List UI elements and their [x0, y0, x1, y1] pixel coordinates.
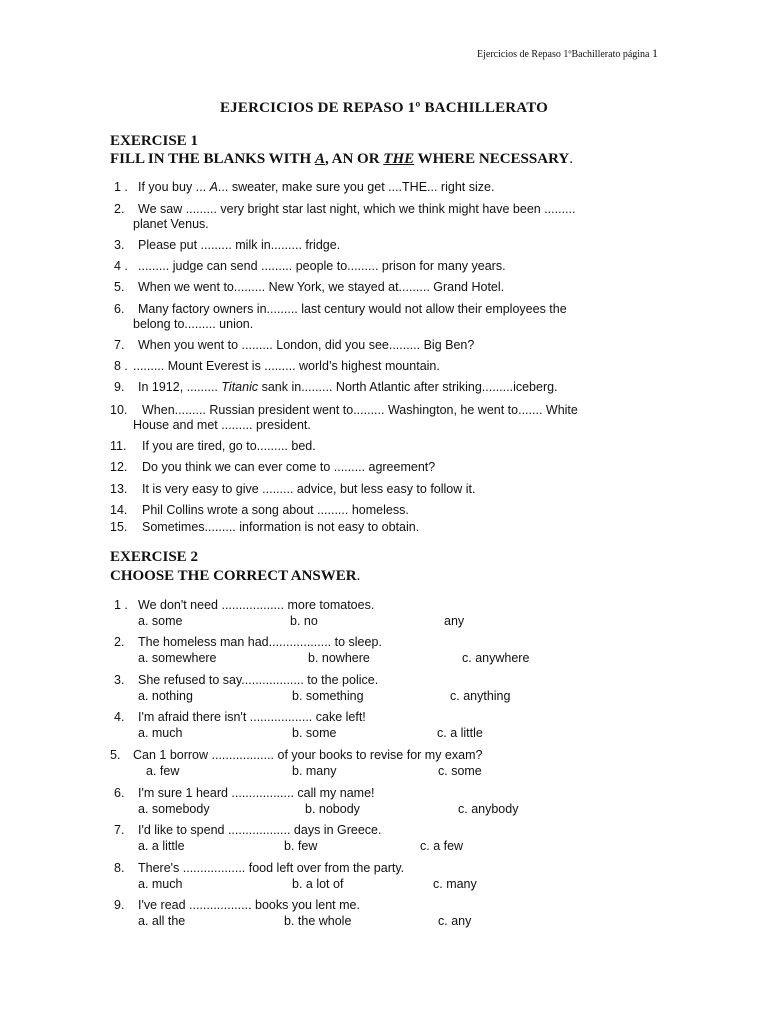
item-text: sank in......... North Atlantic after striking.........iceberg. [258, 380, 558, 394]
item-number: 8. [114, 861, 125, 875]
item-number: 10. [110, 403, 128, 417]
item-number: 5. [110, 748, 121, 762]
option-b: b. no [290, 614, 318, 628]
option-a: a. a little [138, 839, 185, 853]
item-number: 2. [114, 202, 125, 216]
item-number: 6. [114, 302, 125, 316]
item-question: I'd like to spend .................. days in Greece. [138, 823, 382, 837]
option-b: b. a lot of [292, 877, 344, 891]
item-number: 4. [114, 710, 125, 724]
item-number: 6. [114, 786, 125, 800]
item-text: Please put ......... milk in......... fridge. [138, 238, 341, 252]
option-a: a. all the [138, 914, 186, 928]
item-text-cont: planet Venus. [133, 217, 209, 231]
item-question: Can 1 borrow .................. of your books to revise for my exam? [133, 748, 483, 762]
option-b: b. some [292, 726, 337, 740]
option-a: a. much [138, 726, 183, 740]
item-text: If you buy ... [138, 180, 210, 194]
item-number: 15. [110, 520, 128, 534]
item-number: 4 . [114, 259, 128, 273]
instr-part: FILL IN THE BLANKS WITH [110, 151, 315, 167]
exercise2-instructions [110, 568, 360, 585]
item-question: The homeless man had.................. to sleep. [138, 635, 382, 649]
item-italic: Titanic [221, 380, 259, 394]
item-text: ......... judge can send ......... people to......... prison for many years. [138, 259, 506, 273]
instr-period: . [569, 151, 573, 167]
item-number: 14. [110, 503, 128, 517]
instr-part: , AN OR [324, 151, 384, 167]
item-text: ......... Mount Everest is ......... world’s highest mountain. [133, 359, 440, 373]
item-number: 3. [114, 673, 125, 687]
item-question: There's .................. food left over from the party. [138, 861, 405, 875]
item-text: If you are tired, go to......... bed. [142, 439, 316, 453]
instr-article-a: A [314, 151, 325, 167]
item-text-cont: House and met ......... president. [133, 418, 311, 432]
option-b: b. few [284, 839, 318, 853]
option-a: a. few [146, 764, 180, 778]
item-question: I'm afraid there isn't .................. cake left! [138, 710, 366, 724]
item-text: When you went to ......... London, did you see......... Big Ben? [138, 338, 475, 352]
option-c: c. any [438, 914, 472, 928]
item-text: Do you think we can ever come to ......... agreement? [142, 460, 436, 474]
instr-period: . [356, 568, 361, 584]
option-b: b. nowhere [308, 651, 370, 665]
item-number: 1 . [114, 598, 128, 612]
option-a: a. somewhere [138, 651, 217, 665]
item-question: I've read .................. books you lent me. [138, 898, 360, 912]
item-question: I'm sure 1 heard .................. call my name! [138, 786, 375, 800]
instr-part: CHOOSE THE CORRECT ANSWER [110, 568, 357, 584]
instr-part: WHERE NECESSARY [414, 151, 570, 167]
option-b: b. something [292, 689, 364, 703]
item-number: 7. [114, 338, 125, 352]
item-number: 3. [114, 238, 125, 252]
item-number: 8 . [114, 359, 128, 373]
option-c: c. many [433, 877, 477, 891]
item-text: Phil Collins wrote a song about ......... homeless. [142, 503, 409, 517]
option-b: b. nobody [305, 802, 360, 816]
item-number: 7. [114, 823, 125, 837]
item-text-cont: belong to......... union. [133, 317, 254, 331]
document-title: EJERCICIOS DE REPASO 1º BACHILLERATO [219, 100, 549, 116]
item-text: Sometimes......... information is not easy to obtain. [142, 520, 420, 534]
item-question: She refused to say.................. to the police. [138, 673, 379, 687]
option-c: c. a few [420, 839, 464, 853]
option-a: a. much [138, 877, 183, 891]
exercise2-heading: EXERCISE 2 [110, 549, 198, 565]
exercise1-heading: EXERCISE 1 [110, 133, 198, 149]
option-c: c. anywhere [462, 651, 530, 665]
item-number: 13. [110, 482, 128, 496]
item-text: When......... Russian president went to......... Washington, he went to....... White [142, 403, 578, 417]
option-c: c. anything [450, 689, 511, 703]
item-text: It is very easy to give ......... advice, but less easy to follow it. [142, 482, 476, 496]
option-b: b. the whole [284, 914, 352, 928]
instr-article-the: THE [383, 151, 415, 167]
item-answer: A [209, 180, 218, 194]
item-number: 2. [114, 635, 125, 649]
item-text: We saw ......... very bright star last night, which we think might have been ......... [138, 202, 576, 216]
option-c: c. anybody [458, 802, 519, 816]
option-c: any [444, 614, 465, 628]
option-a: a. nothing [138, 689, 193, 703]
option-c: c. a little [437, 726, 483, 740]
option-c: c. some [438, 764, 482, 778]
page-header [477, 46, 658, 61]
option-a: a. somebody [138, 802, 210, 816]
item-question: We don't need .................. more tomatoes. [138, 598, 375, 612]
option-b: b. many [292, 764, 337, 778]
item-number: 9. [114, 898, 125, 912]
item-number: 5. [114, 280, 125, 294]
option-a: a. some [138, 614, 183, 628]
item-text: In 1912, ......... [138, 380, 222, 394]
item-number: 9. [114, 380, 125, 394]
item-text: ... sweater, make sure you get ....THE... right size. [217, 180, 495, 194]
header-text: Ejercicios de Repaso 1ºBachillerato página [477, 49, 650, 60]
item-number: 12. [110, 460, 128, 474]
exercise1-instructions [110, 151, 573, 168]
item-text: When we went to......... New York, we stayed at......... Grand Hotel. [138, 280, 505, 294]
page-number: 1 [652, 46, 658, 60]
item-number: 11. [110, 439, 127, 453]
item-number: 1 . [114, 180, 128, 194]
item-text: Many factory owners in......... last century would not allow their employees the [138, 302, 567, 316]
